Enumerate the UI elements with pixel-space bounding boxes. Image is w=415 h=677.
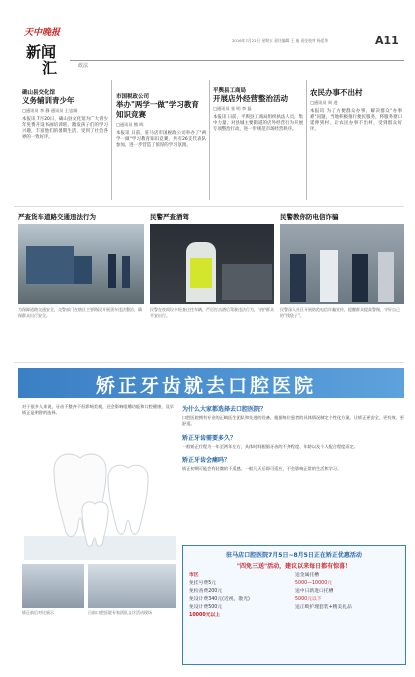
officer-shape-2 xyxy=(122,256,130,288)
ad-headline: 矫正牙齿就去口腔医院 xyxy=(96,375,317,397)
photo-3-caption: 民警深入社区开展防范电信诈骗宣传，提醒群众提高警惕，守好自己的"钱袋子"。 xyxy=(280,307,400,318)
car-shape xyxy=(222,264,272,300)
ad-left-photo-caption: 矫正前后对比展示 xyxy=(22,610,54,615)
photo-3-title: 民警教你防电信诈骗 xyxy=(280,213,339,221)
officer-shape xyxy=(108,254,116,288)
person-shape-4 xyxy=(378,252,394,302)
section-title-line2: 汇 xyxy=(42,59,58,77)
section-category: 政法 xyxy=(78,63,89,69)
col-rule-3 xyxy=(306,80,307,200)
offer-left-4: 免设计费500元 xyxy=(189,605,223,610)
ad-gift: 送正畸护理套装+精美礼品 xyxy=(295,605,352,610)
ad-banner: 驻马店口腔医院7月5日~8月5日正在矫正优惠活动 xyxy=(226,552,362,559)
section-title-line1: 新闻 xyxy=(26,43,57,61)
article-1-text: 本报讯 7月20日，确山县文化馆为广大青少年免费开设书画培训班，激发孩子们的学习兴趣，丰富他们的暑期生活，受到了社会各界的一致好评。 xyxy=(22,116,108,141)
ad-call: 市区 xyxy=(189,573,199,578)
offer-left-3: 免设计费340元(近视，散光) xyxy=(189,597,250,602)
person-shape-3 xyxy=(352,254,368,302)
ad-price: 10000元以上 xyxy=(189,613,221,618)
article-3-kicker: 平舆县工商局 xyxy=(213,88,247,94)
ad-q3: 矫正牙齿会痛吗？ xyxy=(182,457,231,465)
photo-1-title: 严查货车道路交通违法行为 xyxy=(18,213,96,221)
offer-right-2: 5000—10000元 xyxy=(295,581,333,586)
ad-offers-right xyxy=(295,572,399,612)
article-2 xyxy=(116,92,206,149)
article-2-byline: □通讯员 熊 晖 xyxy=(116,122,144,127)
section-separator-2 xyxy=(14,362,404,363)
paper-logo xyxy=(24,20,60,39)
article-4-text: 本报讯 为了方便群众办事，解决群众"办事难"问题，当地积极推行便民服务，将服务窗口延伸到村，让农民办事不出村，受到群众好评。 xyxy=(310,108,402,133)
tooth-icon xyxy=(24,440,176,560)
dateline: 2016年7月22日 星期五 责任编辑 王 迪 责任校对 杨思华 xyxy=(232,38,329,43)
article-2-text: 本报讯 日前，驻马店市国税政公司举办了"两学一做"学习教育知识竞赛，共有26支代表队参加，进一步营造了浓厚的学习氛围。 xyxy=(116,130,206,148)
person-shape-1 xyxy=(290,254,306,302)
paper-name: 天中晚报 xyxy=(24,28,61,38)
photo-2-image xyxy=(150,224,274,304)
offer-right-4: 5000元以下 xyxy=(295,597,322,602)
ad-intro: 对于很多人来说，牙齿不整齐不但影响美观，还会影响咀嚼功能和口腔健康，及早矫正是明智的选择。 xyxy=(22,404,174,415)
ad-right-photo xyxy=(88,564,176,608)
ad-q1-text: 口腔医院拥有专业的正畸医生团队和先进的设备，根据每位患者的具体情况制定个性化方案，让矫正更安全、更有效、更舒适。 xyxy=(182,415,404,426)
col-rule-2 xyxy=(209,80,210,200)
article-1-title: 义务辅训青少年 xyxy=(22,96,75,105)
photo-block-1 xyxy=(18,212,144,318)
article-1-kicker: 确山县交化馆 xyxy=(22,90,56,96)
col-rule-1 xyxy=(111,80,112,200)
section-title xyxy=(26,44,57,76)
photo-2-title: 民警严查酒驾 xyxy=(150,213,189,221)
person-shape-2 xyxy=(320,250,338,302)
article-3-byline: □通讯员 张 明 李 磊 xyxy=(213,106,252,111)
truck-shape xyxy=(26,246,74,284)
ad-offer-box xyxy=(182,545,406,665)
teeth-illustration xyxy=(24,440,176,560)
photo-1-caption: 为保障道路交通安全，交警部门在辖区主要路段开展货车违法整治，确保群众出行安全。 xyxy=(18,307,142,318)
photo-2-caption: 民警在夜间设卡检查过往车辆，严厉打击酒后驾驶违法行为，守护群众平安出行。 xyxy=(150,307,274,318)
article-3-text: 本报讯 日前，平舆县工商局组织执法人员，集中力量，对县城主要街道的店外经营行为开展专项整治行动，进一步规范市场经营秩序。 xyxy=(213,114,303,132)
ad-q1: 为什么大家都选择去口腔医院？ xyxy=(182,406,267,413)
article-3-title: 开展店外经营整治活动 xyxy=(213,94,288,103)
article-3 xyxy=(213,86,303,133)
ad-q3-text: 矫正初期可能会有轻微的不适感，一般几天后即可适应，不会影响正常的生活和学习。 xyxy=(182,466,342,472)
article-1 xyxy=(22,88,108,141)
photo-3-image xyxy=(280,224,404,304)
section-separator-1 xyxy=(14,206,404,207)
vest-figure xyxy=(190,258,212,288)
ad-banner2: "四免三送"活动，建议以来每日都有惊喜！ xyxy=(236,563,352,570)
article-2-kicker: 市国税政公司 xyxy=(116,94,150,100)
article-4 xyxy=(310,88,402,133)
truck-cab-shape xyxy=(74,256,92,284)
ad-offers-left xyxy=(189,572,289,620)
ad-qa xyxy=(182,404,404,472)
offer-right-1: 送金属托槽 xyxy=(295,573,319,578)
article-4-byline: □通讯员 周 进 xyxy=(310,100,338,105)
ad-right-photo-caption: 日前口腔医院专家团队义诊活动现场 xyxy=(88,610,152,615)
offer-right-3: 送中日新进口托槽 xyxy=(295,589,334,594)
offer-left-2: 免检查费200元 xyxy=(189,589,223,594)
ad-left-photo xyxy=(22,564,84,608)
offer-left-1: 免挂号费5元 xyxy=(189,581,217,586)
ad-q2: 矫正牙齿需要多久？ xyxy=(182,434,237,442)
photo-1-image xyxy=(18,224,144,304)
article-1-byline: □通讯员 李 静 通讯员 王忠娟 xyxy=(22,108,78,113)
masthead-rule xyxy=(70,60,404,61)
article-2-title: 举办"两学一做"学习教育知识竞赛 xyxy=(116,100,199,119)
photo-block-2 xyxy=(150,212,274,318)
photo-block-3 xyxy=(280,212,404,318)
ad-header xyxy=(18,368,404,398)
page-number: A11 xyxy=(375,34,399,47)
ad-q2-text: 一般矫正疗程为一年至两年左右，具体时间根据牙齿的不齐程度、年龄以及个人配合程度而定。 xyxy=(182,443,358,449)
article-4-title: 农民办事不出村 xyxy=(310,88,363,97)
